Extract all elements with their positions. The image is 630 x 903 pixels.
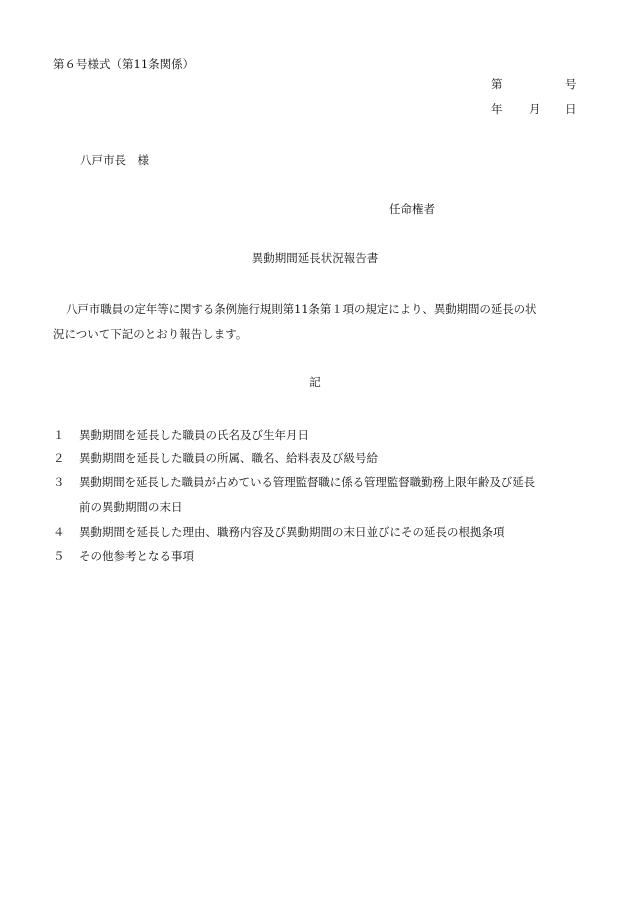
list-item-text: その他参考となる事項: [79, 549, 194, 563]
body-text-line-1: 八戸市職員の定年等に関する条例施行規則第11条第１項の規定により、異動期間の延長の状: [66, 302, 537, 316]
list-item-text: 異動期間を延長した職員の所属、職名、給料表及び級号給: [79, 451, 378, 465]
body-text-line-2: 況について下記のとおり報告します。: [53, 327, 248, 341]
ki-heading: 記: [309, 375, 321, 389]
date-day-label: 日: [565, 102, 577, 116]
list-item-text: 異動期間を延長した理由、職務内容及び異動期間の末日並びにその延長の根拠条項: [79, 525, 505, 539]
date-month-label: 月: [529, 102, 541, 116]
list-item-number: １: [53, 428, 65, 442]
document-number-label: 第: [491, 77, 503, 91]
list-item-text: 異動期間を延長した職員の氏名及び生年月日: [79, 428, 309, 442]
list-item-text-continuation: 前の異動期間の末日: [79, 500, 183, 514]
date-year-label: 年: [491, 102, 503, 116]
form-number: 第６号様式（第11条関係）: [53, 57, 195, 71]
document-title: 異動期間延長状況報告書: [251, 251, 379, 265]
list-item-number: ５: [53, 549, 65, 563]
document-number-suffix: 号: [565, 77, 577, 91]
list-item-number: ２: [53, 451, 65, 465]
addressee: 八戸市長 様: [80, 153, 149, 167]
sender: 任命権者: [389, 202, 435, 216]
list-item-text: 異動期間を延長した職員が占めている管理監督職に係る管理監督職勤務上限年齢及び延長: [79, 475, 535, 489]
list-item-number: ３: [53, 475, 65, 489]
list-item-number: ４: [53, 525, 65, 539]
